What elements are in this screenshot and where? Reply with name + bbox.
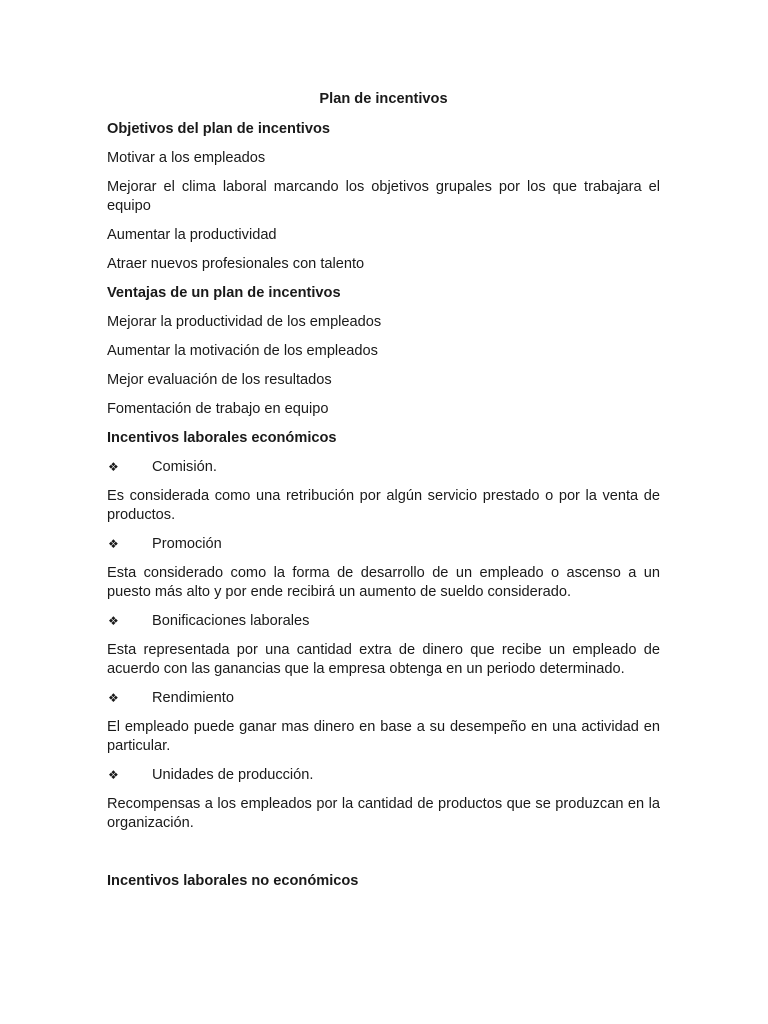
incentive-bullet-item (107, 458, 660, 477)
incentive-description: Recompensas a los empleados por la cantidad de productos que se produzcan en la organización. (107, 796, 660, 831)
incentive-description: Esta representada por una cantidad extra de dinero que recibe un empleado de acuerdo con las ganancias que la empresa obtenga en un periodo determinado. (107, 642, 660, 677)
incentive-label: Bonificaciones laborales (152, 613, 310, 629)
ventaja-item: Aumentar la motivación de los empleados (107, 343, 378, 359)
ventaja-item: Fomentación de trabajo en equipo (107, 401, 329, 417)
objetivo-item: Atraer nuevos profesionales con talento (107, 256, 365, 272)
diamond-bullet-icon: ❖ (108, 537, 119, 551)
objetivo-item: Mejorar el clima laboral marcando los objetivos grupales por los que trabajara el equipo (107, 179, 660, 214)
diamond-bullet-icon: ❖ (108, 691, 119, 705)
incentive-bullet-item (107, 612, 660, 631)
incentive-bullet-item (107, 689, 660, 708)
ventaja-item: Mejorar la productividad de los empleados (107, 314, 382, 330)
objetivo-item: Aumentar la productividad (107, 227, 277, 243)
incentive-description: Es considerada como una retribución por algún servicio prestado o por la venta de productos. (107, 488, 660, 523)
diamond-bullet-icon: ❖ (108, 768, 119, 782)
ventaja-item: Mejor evaluación de los resultados (107, 372, 332, 388)
objetivo-item: Motivar a los empleados (107, 150, 266, 166)
incentive-bullet-item (107, 766, 660, 785)
document-page (107, 90, 660, 901)
blank-line (107, 843, 660, 872)
section-heading-objetivos: Objetivos del plan de incentivos (107, 121, 331, 137)
incentive-description: Esta considerado como la forma de desarrollo de un empleado o ascenso a un puesto más alto y por ende recibirá un aumento de sueldo considerado. (107, 565, 660, 600)
section-heading-ventajas: Ventajas de un plan de incentivos (107, 285, 341, 301)
diamond-bullet-icon: ❖ (108, 460, 119, 474)
section-heading-no-economicos: Incentivos laborales no económicos (107, 873, 359, 889)
section-heading-economicos: Incentivos laborales económicos (107, 430, 337, 446)
incentive-label: Comisión. (152, 459, 217, 475)
incentive-label: Unidades de producción. (152, 767, 314, 783)
document-title: Plan de incentivos (319, 91, 448, 107)
incentive-description: El empleado puede ganar mas dinero en base a su desempeño en una actividad en particular. (107, 719, 660, 754)
incentive-bullet-item (107, 535, 660, 554)
incentive-label: Promoción (152, 536, 222, 552)
diamond-bullet-icon: ❖ (108, 614, 119, 628)
incentive-label: Rendimiento (152, 690, 234, 706)
